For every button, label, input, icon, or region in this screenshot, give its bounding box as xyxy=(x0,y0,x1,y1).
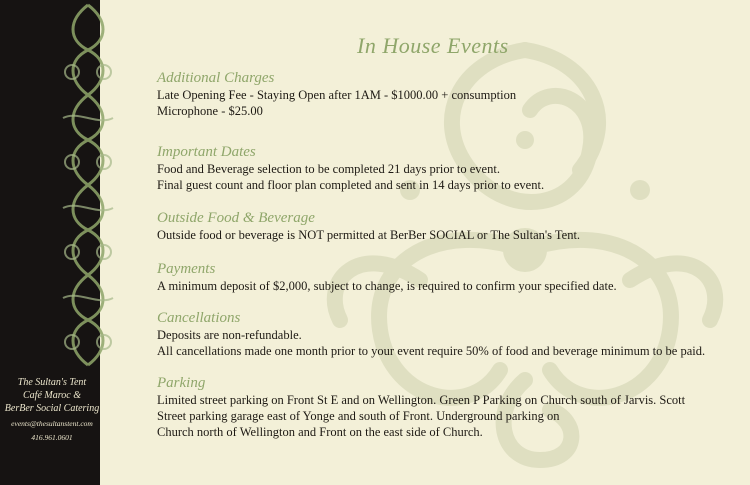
section-line: Limited street parking on Front St E and on Wellington. Green P Parking on Church south of Jarvis. Scott xyxy=(157,393,686,407)
section-line: Outside food or beverage is NOT permitted at BerBer SOCIAL or The Sultan's Tent. xyxy=(157,228,581,242)
contact-email[interactable]: events@thesultanstent.com xyxy=(11,419,93,428)
section-parking xyxy=(157,375,685,440)
section-line: Food and Beverage selection to be completed 21 days prior to event. xyxy=(157,162,500,176)
section-heading: Additional Charges xyxy=(157,70,275,86)
contact-company: The Sultan's Tent xyxy=(17,377,87,388)
section-payments xyxy=(157,261,617,294)
section-line: Late Opening Fee - Staying Open after 1AM - $1000.00 + consumption xyxy=(157,88,517,102)
section-outside-food xyxy=(157,210,580,243)
contact-catering: BerBer Social Catering xyxy=(4,403,100,414)
section-heading: Important Dates xyxy=(157,144,256,160)
section-cancellations xyxy=(157,310,705,359)
page-title: In House Events xyxy=(357,33,509,58)
section-important-dates xyxy=(157,144,544,193)
section-line: Street parking garage east of Yonge and south of Front. Underground parking on xyxy=(157,409,560,423)
section-heading: Parking xyxy=(157,375,206,391)
section-line: Final guest count and floor plan completed and sent in 14 days prior to event. xyxy=(157,178,545,192)
section-line: Church north of Wellington and Front on the east side of Church. xyxy=(157,425,483,439)
section-additional-charges xyxy=(157,70,516,119)
ornament-strip-icon xyxy=(58,0,118,370)
section-line: Deposits are non-refundable. xyxy=(157,328,302,342)
section-heading: Payments xyxy=(157,261,216,277)
section-heading: Cancellations xyxy=(157,310,241,326)
section-line: A minimum deposit of $2,000, subject to change, is required to confirm your specified date. xyxy=(157,279,617,293)
contact-phone: 416.961.0601 xyxy=(31,433,73,442)
contact-cafe: Café Maroc & xyxy=(23,390,81,401)
section-heading: Outside Food & Beverage xyxy=(157,210,315,226)
section-line: All cancellations made one month prior to your event require 50% of food and beverage minimum to be paid. xyxy=(157,344,706,358)
section-line: Microphone - $25.00 xyxy=(157,104,263,118)
contact-block xyxy=(0,376,104,444)
